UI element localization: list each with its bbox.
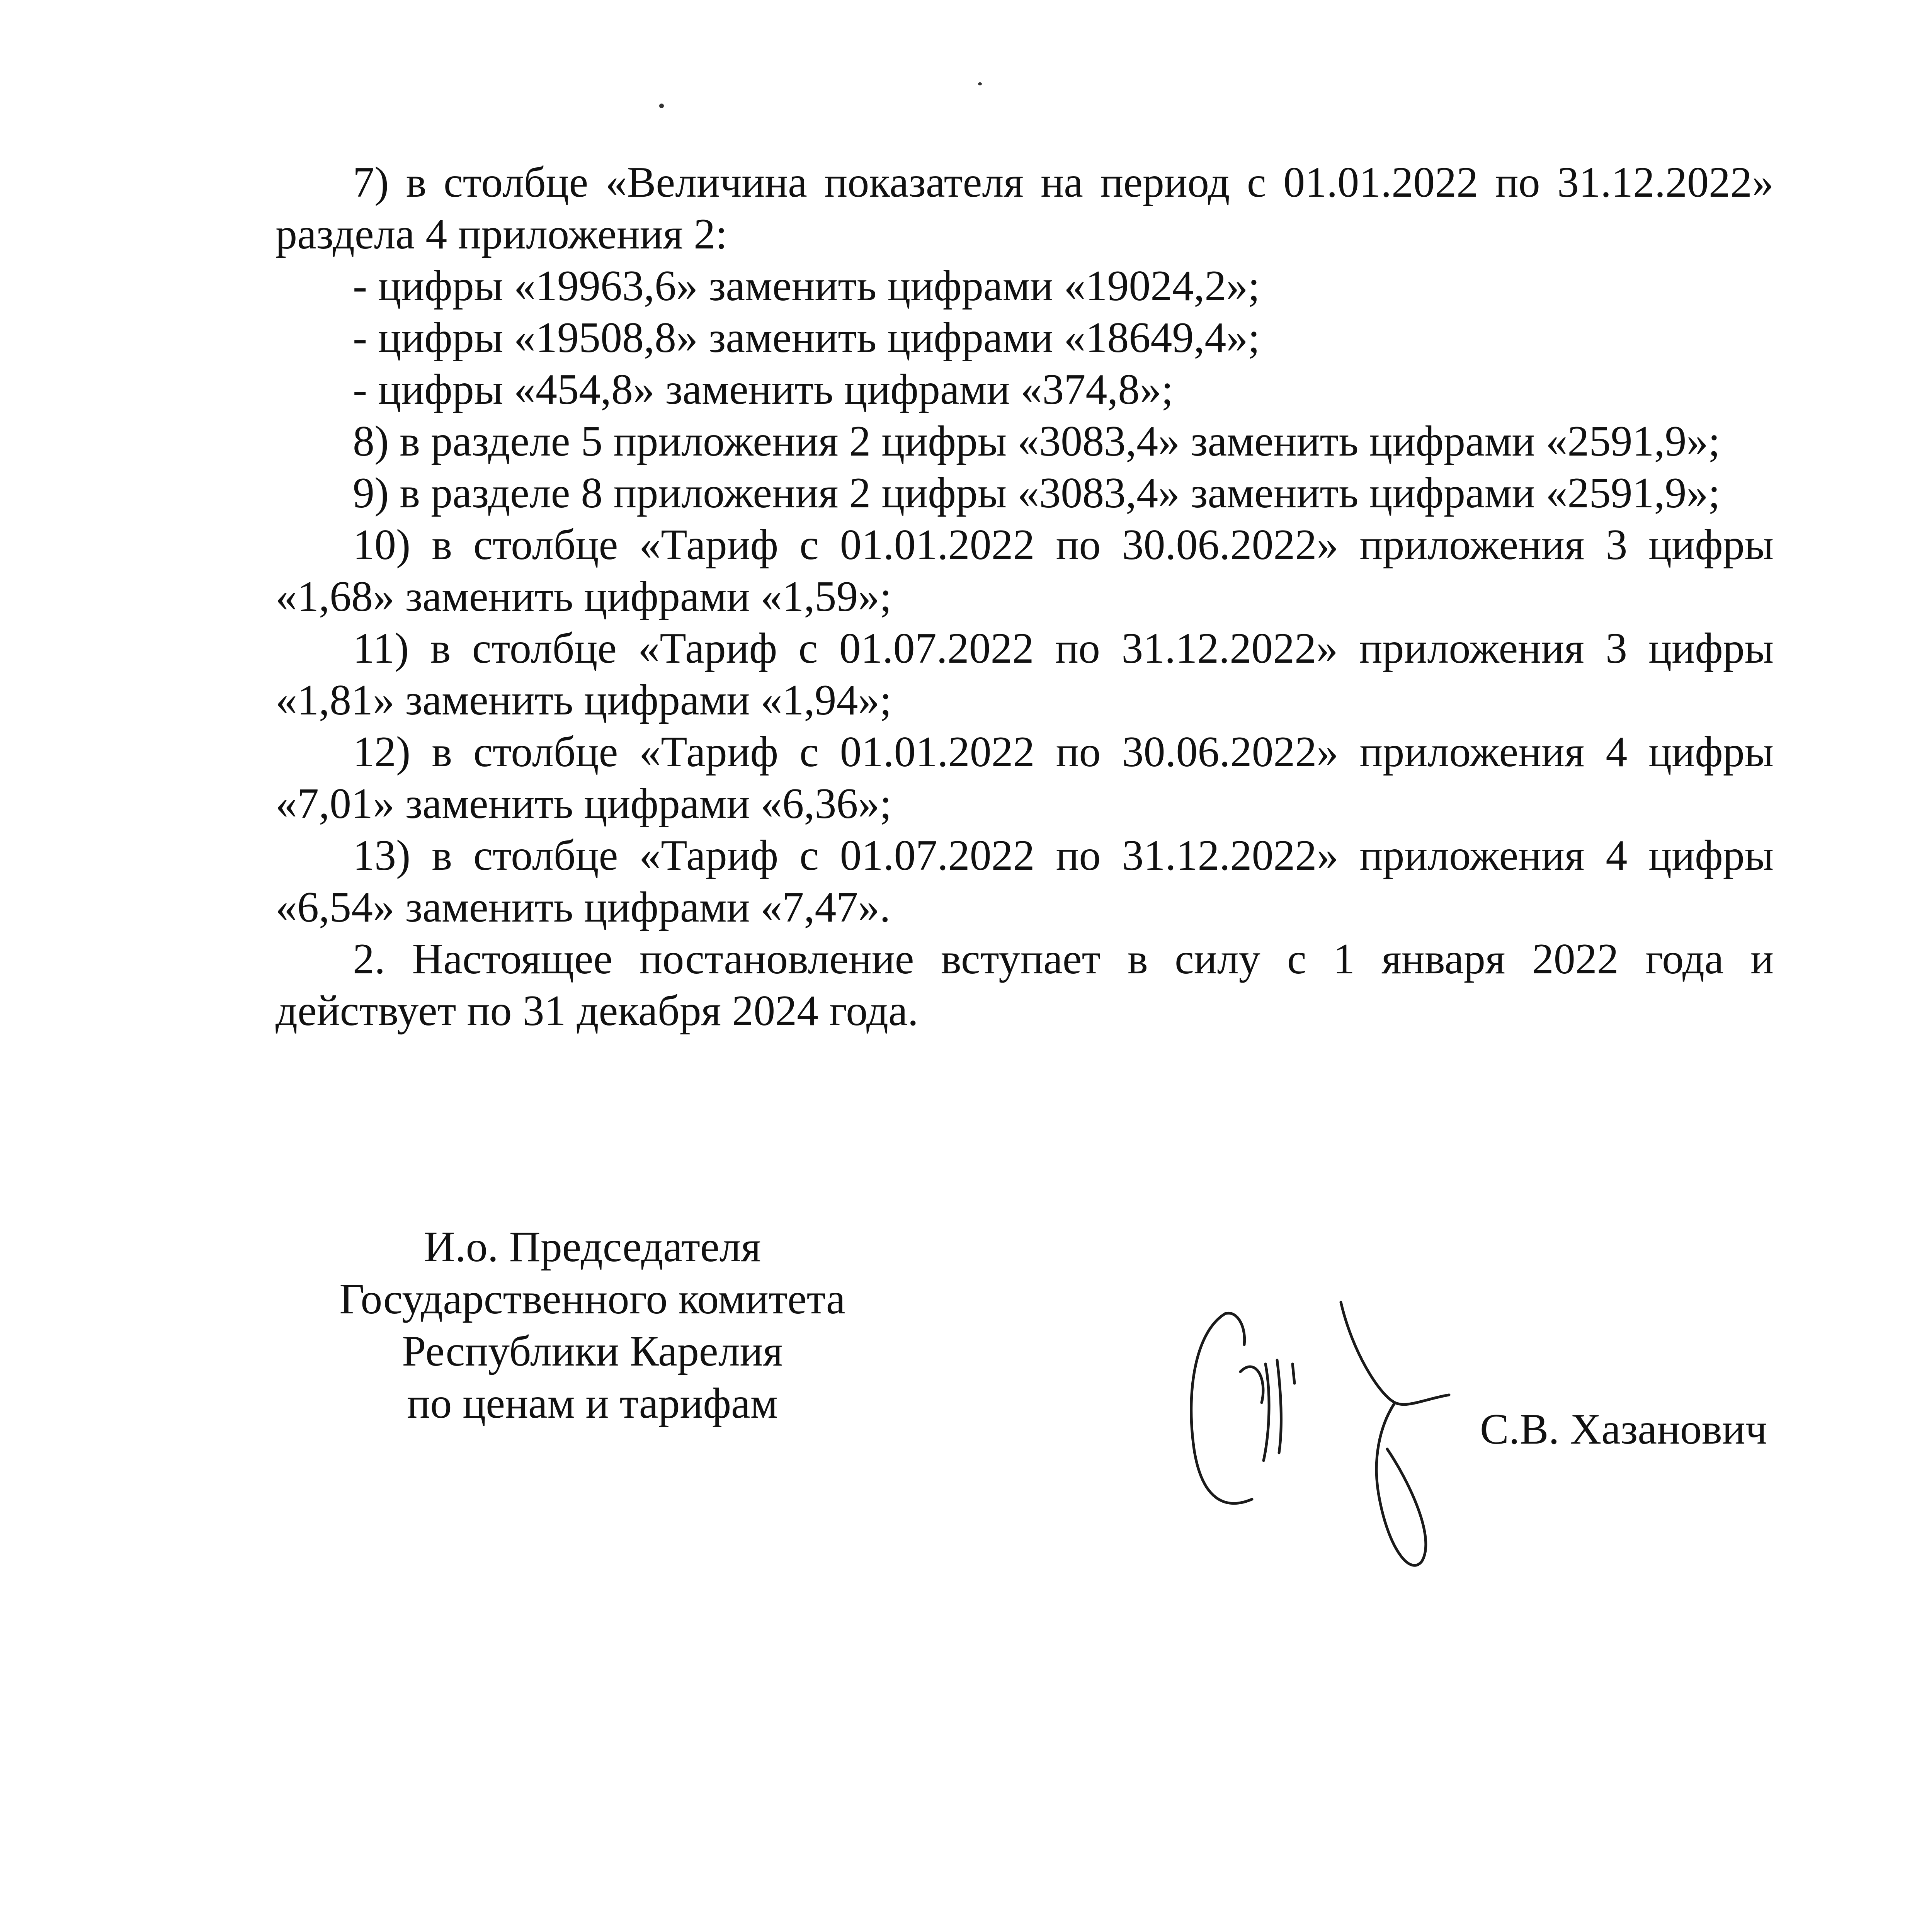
scan-speck <box>659 104 664 108</box>
amendment-sub-item: - цифры «454,8» заменить цифрами «374,8»; <box>353 366 1174 413</box>
signatory-position-line: по ценам и тарифам <box>407 1379 778 1427</box>
signatory-position-line: Республики Карелия <box>402 1327 783 1375</box>
scan-speck <box>978 82 982 85</box>
signatory-position-line: И.о. Председателя <box>424 1223 761 1271</box>
amendment-sub-item: - цифры «19963,6» заменить цифрами «19024,2»; <box>353 262 1260 310</box>
amendment-sub-item: - цифры «19508,8» заменить цифрами «18649,4»; <box>353 314 1260 362</box>
effective-date-clause: 2. Настоящее постановление вступает в силу с 1 января 2022 года и действует по 31 декабря 2024 года. <box>276 935 1774 1035</box>
signatory-position <box>276 1221 909 1430</box>
amendment-item-8: 8) в разделе 5 приложения 2 цифры «3083,4» заменить цифрами «2591,9»; <box>353 417 1720 465</box>
amendment-item-9: 9) в разделе 8 приложения 2 цифры «3083,4» заменить цифрами «2591,9»; <box>353 469 1720 517</box>
signatory-position-line: Государственного комитета <box>339 1275 845 1323</box>
amendments-body <box>276 156 1774 1037</box>
amendment-item-7: 7) в столбце «Величина показателя на период с 01.01.2022 по 31.12.2022» раздела 4 приложения 2: <box>276 158 1774 258</box>
amendment-item-10: 10) в столбце «Тариф с 01.01.2022 по 30.06.2022» приложения 3 цифры «1,68» заменить цифрами «1,59»; <box>276 521 1774 621</box>
amendment-item-12: 12) в столбце «Тариф с 01.01.2022 по 30.06.2022» приложения 4 цифры «7,01» заменить цифрами «6,36»; <box>276 728 1774 828</box>
handwritten-signature <box>1179 1267 1488 1596</box>
amendment-item-11: 11) в столбце «Тариф с 01.07.2022 по 31.12.2022» приложения 3 цифры «1,81» заменить цифрами «1,94»; <box>276 624 1774 724</box>
amendment-item-13: 13) в столбце «Тариф с 01.07.2022 по 31.12.2022» приложения 4 цифры «6,54» заменить цифрами «7,47». <box>276 832 1774 931</box>
signatory-name: С.В. Хазанович <box>1480 1405 1767 1453</box>
